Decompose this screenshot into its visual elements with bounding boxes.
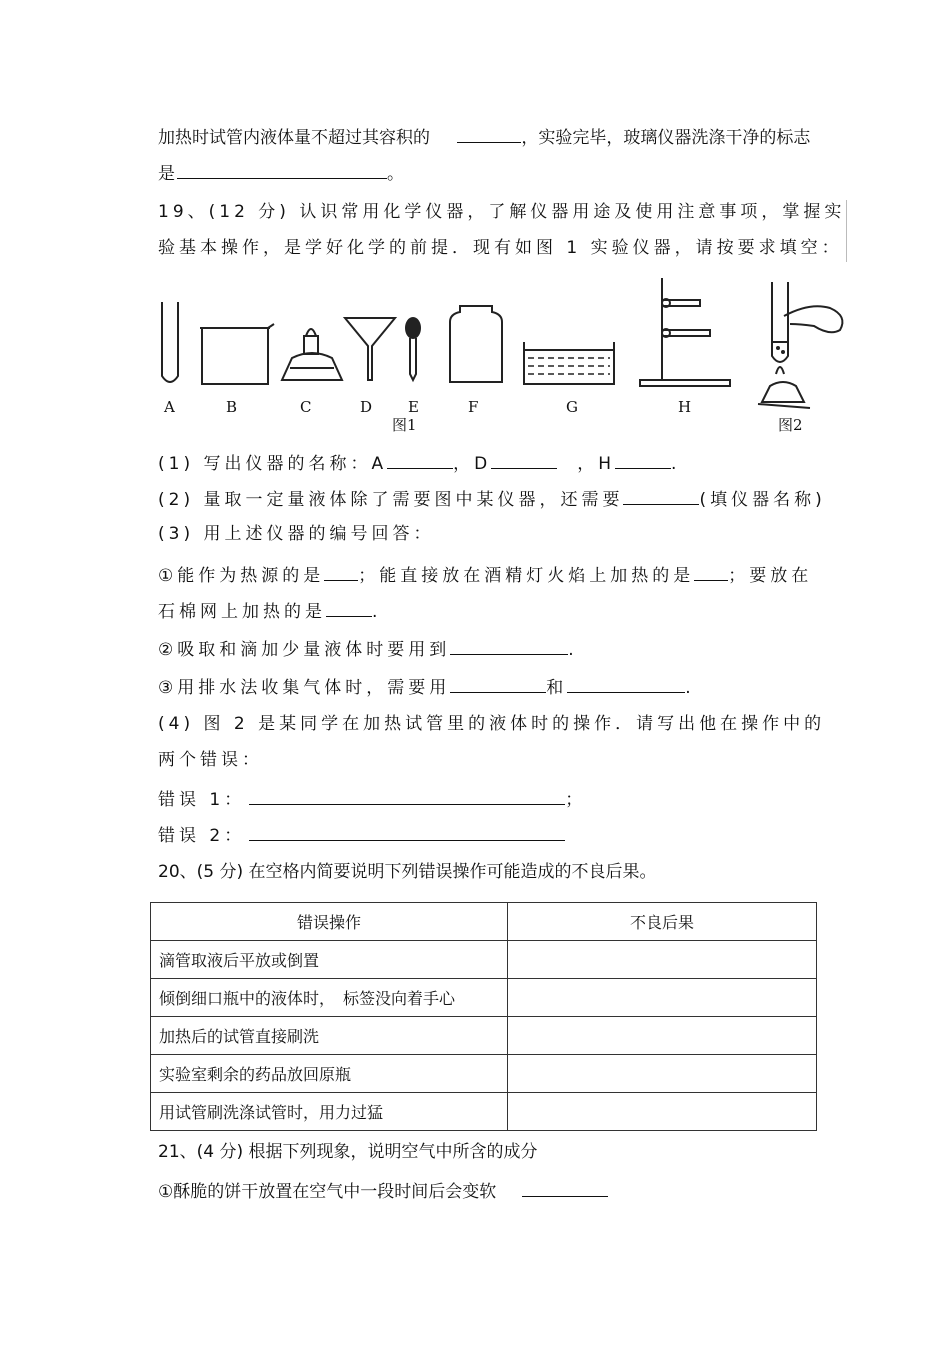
q19-p1-end: . <box>671 454 681 474</box>
blank-gauze-heat[interactable] <box>326 598 372 617</box>
q19-part3-1-cont <box>158 598 381 624</box>
test-tube-shape <box>162 302 178 382</box>
q21-title: 21、(4 分) 根据下列现象，说明空气中所含的成分 <box>158 1142 538 1162</box>
q18-blank-2[interactable] <box>177 160 387 179</box>
q19-p3-1e: . <box>372 602 382 622</box>
q19-p3-2a: ②吸取和滴加少量液体时要用到 <box>158 640 451 660</box>
blank-collect-1[interactable] <box>450 674 546 693</box>
label-f: F <box>468 398 479 416</box>
q19-part4-b: 两个错误： <box>158 750 263 770</box>
row-operation: 滴管取液后平放或倒置 <box>151 941 508 979</box>
q19-p3-1a: ①能作为热源的是 <box>158 566 325 586</box>
blank-direct-heat[interactable] <box>694 562 728 581</box>
q19-p3-1b: ；能直接放在酒精灯火焰上加热的是 <box>358 566 695 586</box>
table-header-row <box>151 903 817 941</box>
funnel-shape <box>345 318 395 380</box>
error-1-line <box>158 786 586 812</box>
blank-q21-1[interactable] <box>522 1178 608 1197</box>
q19-p3-3b: 和 <box>546 678 568 698</box>
q18-text-2: 是 <box>158 164 175 184</box>
q18-text-tail: ，实验完毕，玻璃仪器洗涤干净的标志 <box>521 128 811 148</box>
row-answer-cell[interactable] <box>508 979 817 1017</box>
row-operation: 倾倒细口瓶中的液体时， 标签没向着手心 <box>151 979 508 1017</box>
error-2-line <box>158 822 565 848</box>
label-a: A <box>164 398 175 416</box>
table-row <box>151 1017 817 1055</box>
label-h: H <box>678 398 692 416</box>
blank-dropper[interactable] <box>450 636 568 655</box>
blank-d[interactable] <box>491 450 557 469</box>
q21-item1-text: ①酥脆的饼干放置在空气中一段时间后会变软 <box>158 1182 497 1202</box>
iron-stand-shape <box>640 380 730 386</box>
q19-p3-1c: ；要放在 <box>728 566 813 586</box>
figure-1-caption: 图1 <box>392 416 417 434</box>
blank-heat-source[interactable] <box>324 562 358 581</box>
header-consequence: 不良后果 <box>508 903 817 941</box>
table-row <box>151 1093 817 1131</box>
q19-p3-1d: 石棉网上加热的是 <box>158 602 326 622</box>
gas-bottle-shape <box>450 306 502 382</box>
q19-part3-2 <box>158 636 578 662</box>
table-row <box>151 941 817 979</box>
label-d: D <box>360 398 373 416</box>
q19-p2-tail: (填仪器名称) <box>699 490 826 510</box>
blank-instrument[interactable] <box>623 486 699 505</box>
q19-part4: (4) 图 2 是某同学在加热试管里的液体时的操作．请写出他在操作中的 <box>158 714 826 734</box>
apparatus-figure <box>150 272 860 437</box>
q19-part2 <box>158 486 826 512</box>
beaker-shape <box>200 324 274 384</box>
blank-error-1[interactable] <box>249 786 565 805</box>
q19-p1-d: ，D <box>453 454 492 474</box>
table-row <box>151 1055 817 1093</box>
trough-shape <box>524 342 614 384</box>
q21-item1 <box>158 1178 608 1204</box>
q19-title-2: 验基本操作，是学好化学的前提．现有如图 1 实验仪器，请按要求填空： <box>158 238 843 258</box>
error-1-tail: ； <box>565 790 587 810</box>
q20-title: 20、(5 分) 在空格内简要说明下列错误操作可能造成的不良后果。 <box>158 862 657 882</box>
blank-error-2[interactable] <box>249 822 565 841</box>
q19-p1-text: (1) 写出仪器的名称：A <box>158 454 388 474</box>
text-divider <box>846 200 847 262</box>
q19-p1-h: ，H <box>577 454 616 474</box>
row-operation: 实验室剩余的药品放回原瓶 <box>151 1055 508 1093</box>
q19-title: 19、(12 分) 认识常用化学仪器，了解仪器用途及使用注意事项，掌握实 <box>158 202 846 222</box>
blank-a[interactable] <box>387 450 453 469</box>
row-answer-cell[interactable] <box>508 1055 817 1093</box>
row-answer-cell[interactable] <box>508 1093 817 1131</box>
label-g: G <box>566 398 578 416</box>
error-1-label: 错误 1： <box>158 790 246 810</box>
label-b: B <box>226 398 238 416</box>
q18-line1 <box>158 124 810 150</box>
hand-shape <box>784 306 842 332</box>
q19-p3-3c: . <box>685 678 695 698</box>
q19-p3-2b: . <box>568 640 578 660</box>
error-2-label: 错误 2： <box>158 826 246 846</box>
row-operation: 用试管刷洗涤试管时，用力过猛 <box>151 1093 508 1131</box>
fig2-tube <box>772 282 788 362</box>
table-row <box>151 979 817 1017</box>
q18-text: 加热时试管内液体量不超过其容积的 <box>158 128 430 148</box>
alcohol-lamp-shape <box>282 353 342 380</box>
figure-2-caption: 图2 <box>778 416 803 434</box>
label-c: C <box>300 398 312 416</box>
q18-text-2-tail: 。 <box>387 164 404 184</box>
row-operation: 加热后的试管直接刷洗 <box>151 1017 508 1055</box>
q19-p2-text: (2) 量取一定量液体除了需要图中某仪器，还需要 <box>158 490 624 510</box>
q18-line2 <box>158 160 404 186</box>
q19-p3-3a: ③用排水法收集气体时，需要用 <box>158 678 451 698</box>
blank-collect-2[interactable] <box>567 674 685 693</box>
q20-table <box>150 902 817 1131</box>
blank-h[interactable] <box>615 450 671 469</box>
q19-part3-3 <box>158 674 695 700</box>
row-answer-cell[interactable] <box>508 1017 817 1055</box>
q19-part1 <box>158 450 680 476</box>
label-e: E <box>408 398 419 416</box>
q19-part3-1 <box>158 562 812 588</box>
q19-part3: (3) 用上述仪器的编号回答： <box>158 524 435 544</box>
apparatus-drawing <box>150 272 860 437</box>
row-answer-cell[interactable] <box>508 941 817 979</box>
q18-blank-1[interactable] <box>457 124 521 143</box>
header-wrong-operation: 错误操作 <box>151 903 508 941</box>
